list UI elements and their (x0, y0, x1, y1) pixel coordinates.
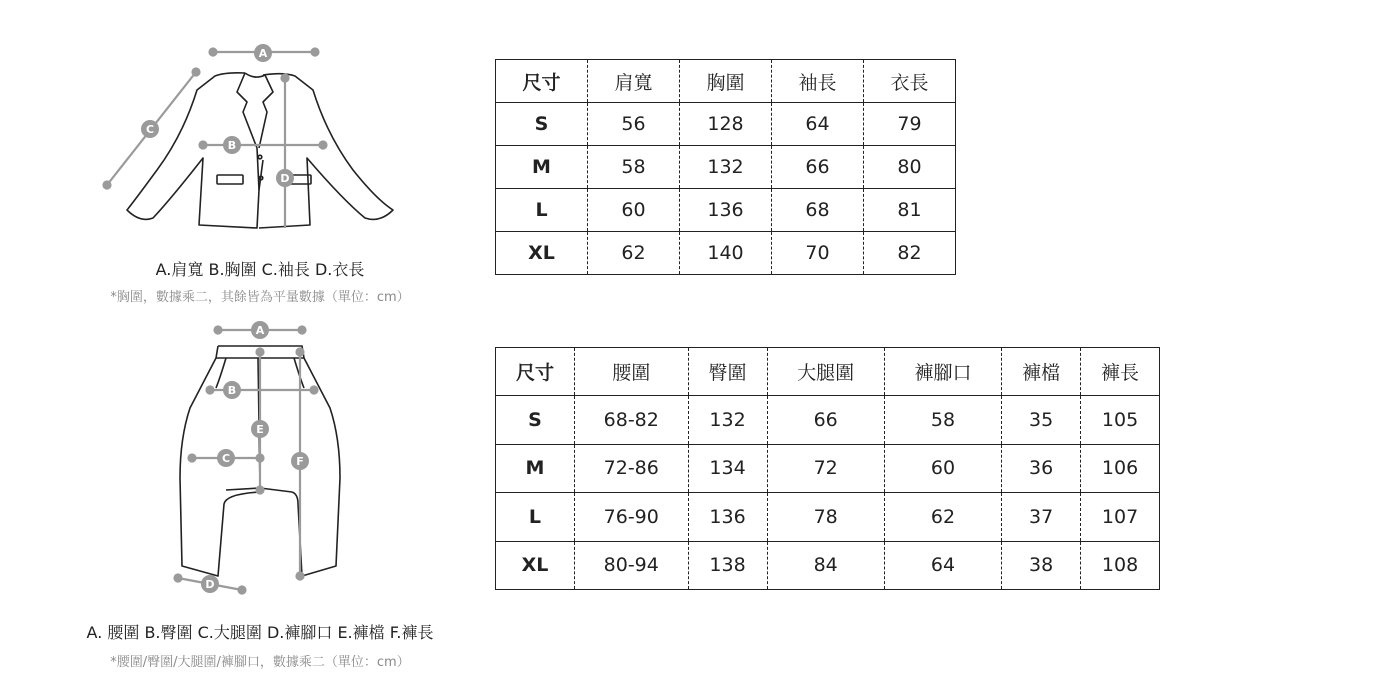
table-cell: 81 (864, 189, 956, 232)
table-cell: 38 (1002, 541, 1081, 589)
table-cell: 66 (767, 396, 884, 444)
table-row (496, 103, 956, 146)
table-cell: 66 (772, 146, 864, 189)
table-cell: 60 (884, 444, 1001, 492)
table-cell: 108 (1081, 541, 1160, 589)
table-cell: 58 (884, 396, 1001, 444)
table-cell: 72-86 (574, 444, 688, 492)
header-size: 尺寸 (496, 348, 575, 396)
header-cell: 臀圍 (688, 348, 767, 396)
header-cell: 褲長 (1081, 348, 1160, 396)
table-cell: 106 (1081, 444, 1160, 492)
table-cell: 64 (884, 541, 1001, 589)
table-cell: 80-94 (574, 541, 688, 589)
header-cell: 肩寬 (588, 60, 680, 103)
table-cell: 70 (772, 232, 864, 275)
table-cell: 68 (772, 189, 864, 232)
table-cell: 134 (688, 444, 767, 492)
table-cell: 78 (767, 493, 884, 541)
header-cell: 衣長 (864, 60, 956, 103)
table-cell: 62 (588, 232, 680, 275)
table-cell: 37 (1002, 493, 1081, 541)
size-label: XL (496, 232, 588, 275)
table-row (496, 146, 956, 189)
table-cell: 58 (588, 146, 680, 189)
jacket-note: *胸圍，數據乘二，其餘皆為平量數據（單位：cm） (110, 290, 410, 305)
table-cell: 128 (680, 103, 772, 146)
jacket-diagram (95, 40, 405, 230)
table-cell: 136 (680, 189, 772, 232)
size-label: S (496, 396, 575, 444)
marker-f: F (296, 455, 304, 468)
top-size-table (495, 59, 956, 275)
jacket-markers (141, 44, 294, 187)
table-cell: 36 (1002, 444, 1081, 492)
table-cell: 132 (688, 396, 767, 444)
header-cell: 腰圍 (574, 348, 688, 396)
bottom-size-table (495, 347, 1160, 590)
marker-d: D (280, 172, 290, 185)
jacket-caption: A.肩寬 B.胸圍 C.袖長 D.衣長 (155, 260, 365, 279)
table-row (496, 396, 1160, 444)
table-cell: 105 (1081, 396, 1160, 444)
table-cell: 64 (772, 103, 864, 146)
table-header-row (496, 348, 1160, 396)
table-cell: 76-90 (574, 493, 688, 541)
marker-b: B (227, 139, 237, 152)
marker-c: C (221, 452, 231, 465)
table-cell: 107 (1081, 493, 1160, 541)
size-label: S (496, 103, 588, 146)
size-label: M (496, 146, 588, 189)
size-label: M (496, 444, 575, 492)
table-row (496, 232, 956, 275)
pants-caption: A. 腰圍 B.臀圍 C.大腿圍 D.褲腳口 E.褲檔 F.褲長 (86, 623, 434, 642)
pants-diagram (160, 318, 360, 598)
table-row (496, 444, 1160, 492)
marker-d: D (205, 578, 215, 591)
table-cell: 60 (588, 189, 680, 232)
header-cell: 大腿圍 (767, 348, 884, 396)
table-cell: 72 (767, 444, 884, 492)
marker-a: A (255, 324, 265, 337)
header-cell: 褲腳口 (884, 348, 1001, 396)
marker-c: C (145, 123, 155, 136)
table-cell: 35 (1002, 396, 1081, 444)
table-cell: 136 (688, 493, 767, 541)
table-row (496, 189, 956, 232)
pants-note: *腰圍/臀圍/大腿圍/褲腳口，數據乘二（單位：cm） (110, 655, 410, 670)
table-cell: 79 (864, 103, 956, 146)
size-label: L (496, 493, 575, 541)
header-cell: 袖長 (772, 60, 864, 103)
table-cell: 80 (864, 146, 956, 189)
table-cell: 140 (680, 232, 772, 275)
marker-e: E (256, 423, 264, 436)
table-cell: 132 (680, 146, 772, 189)
jacket-outline (127, 73, 393, 228)
table-cell: 68-82 (574, 396, 688, 444)
header-cell: 褲檔 (1002, 348, 1081, 396)
table-row (496, 541, 1160, 589)
table-cell: 138 (688, 541, 767, 589)
table-row (496, 493, 1160, 541)
marker-b: B (227, 384, 237, 397)
table-header-row (496, 60, 956, 103)
size-label: L (496, 189, 588, 232)
marker-a: A (258, 47, 268, 60)
table-cell: 56 (588, 103, 680, 146)
table-cell: 62 (884, 493, 1001, 541)
size-label: XL (496, 541, 575, 589)
table-cell: 84 (767, 541, 884, 589)
table-cell: 82 (864, 232, 956, 275)
header-cell: 胸圍 (680, 60, 772, 103)
header-size: 尺寸 (496, 60, 588, 103)
